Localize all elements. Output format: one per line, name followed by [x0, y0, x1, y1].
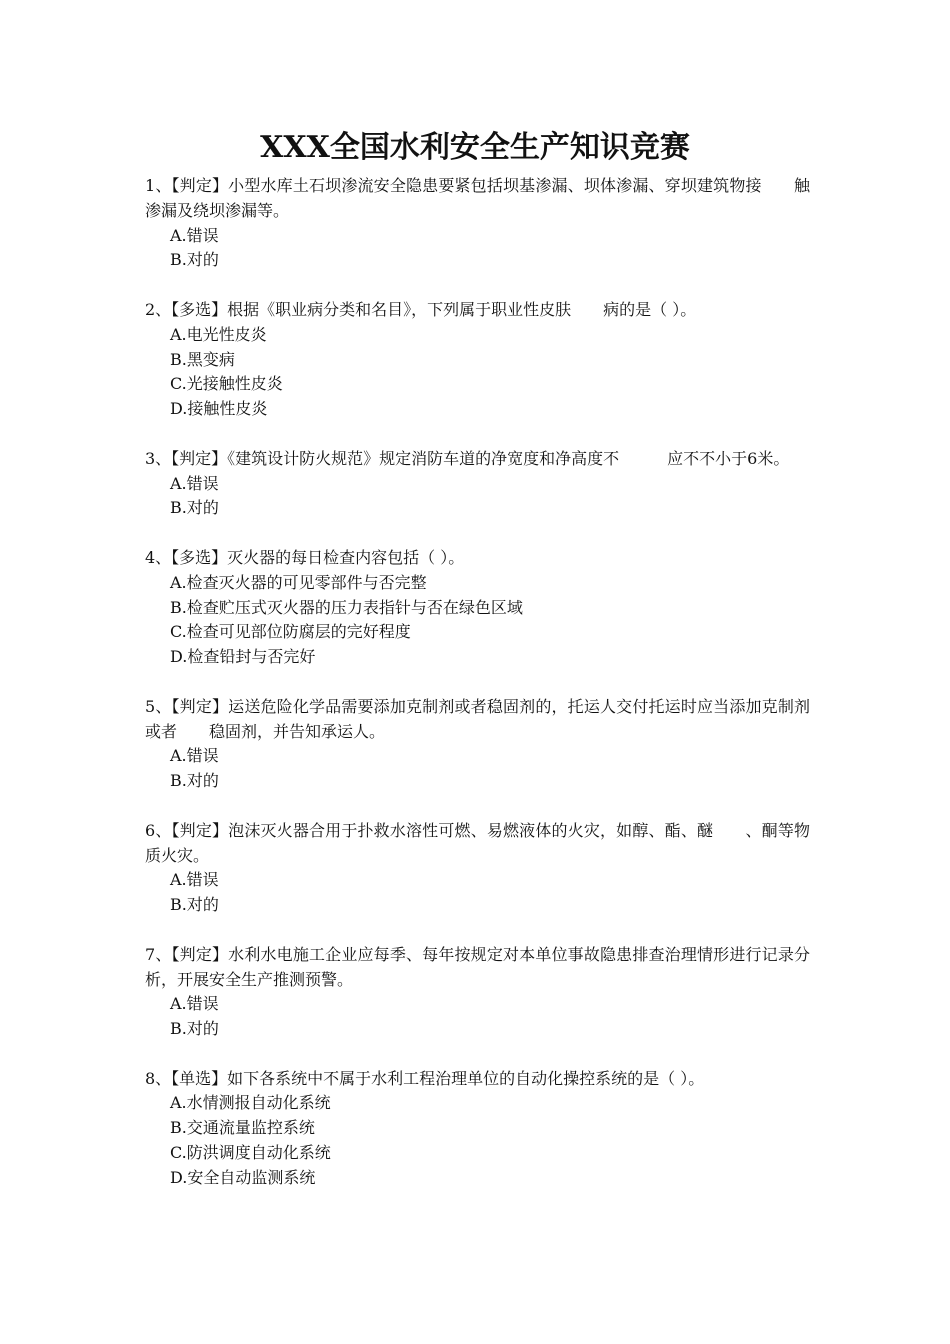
answer-option: A.错误: [170, 994, 219, 1014]
option-list: [145, 571, 810, 670]
question-item: [145, 447, 810, 521]
question-stem: 1、【判定】小型水库土石坝渗流安全隐患要紧包括坝基渗漏、坝体渗漏、穿坝建筑物接 触渗漏及绕坝渗漏等。: [145, 176, 810, 220]
option-list: [145, 992, 810, 1042]
option-list: [145, 323, 810, 422]
document-title: XXX全国水利安全生产知识竞赛: [260, 130, 690, 165]
option-list: [145, 1091, 810, 1190]
answer-option: A.错误: [170, 473, 219, 493]
option-list: [145, 224, 810, 274]
question-item: [145, 298, 810, 422]
answer-option: B.对的: [170, 498, 219, 518]
question-item: [145, 819, 810, 918]
question-list: [145, 174, 810, 1215]
answer-option: A.错误: [170, 225, 219, 245]
question-item: [145, 695, 810, 794]
question-item: [145, 546, 810, 670]
answer-option: A.检查灭火器的可见零部件与否完整: [170, 572, 427, 592]
answer-option: B.对的: [170, 895, 219, 915]
answer-option: B.交通流量监控系统: [170, 1118, 315, 1138]
question-stem: 7、【判定】水利水电施工企业应每季、每年按规定对本单位事故隐患排查治理情形进行记录分析，开展安全生产推测预警。: [145, 944, 810, 989]
answer-option: B.对的: [170, 1019, 219, 1039]
question-item: [145, 1067, 810, 1191]
answer-option: A.电光性皮炎: [170, 324, 267, 344]
answer-option: C.光接触性皮炎: [170, 374, 283, 394]
option-list: [145, 868, 810, 918]
option-list: [145, 744, 810, 794]
option-list: [145, 472, 810, 522]
answer-option: A.水情测报自动化系统: [170, 1093, 331, 1113]
question-stem: 4、【多选】灭火器的每日检查内容包括（ ）。: [145, 547, 465, 567]
question-item: [145, 174, 810, 273]
question-stem: 3、【判定】《建筑设计防火规范》规定消防车道的净宽度和净高度不 应不不小于6米。: [145, 448, 790, 468]
answer-option: B.对的: [170, 250, 219, 270]
answer-option: D.检查铅封与否完好: [170, 647, 316, 667]
question-stem: 2、【多选】根据《职业病分类和名目》，下列属于职业性皮肤 病的是（ ）。: [145, 299, 697, 319]
question-stem: 6、【判定】泡沫灭火器合用于扑救水溶性可燃、易燃液体的火灾，如醇、酯、醚 、酮等物质火灾。: [145, 820, 810, 865]
answer-option: C.检查可见部位防腐层的完好程度: [170, 622, 411, 642]
answer-option: B.黑变病: [170, 349, 235, 369]
question-stem: 8、【单选】如下各系统中不属于水利工程治理单位的自动化操控系统的是（ ）。: [145, 1068, 705, 1088]
answer-option: A.错误: [170, 746, 219, 766]
answer-option: B.对的: [170, 771, 219, 791]
answer-option: A.错误: [170, 870, 219, 890]
question-stem: 5、【判定】运送危险化学品需要添加克制剂或者稳固剂的，托运人交付托运时应当添加克制剂或者 稳固剂，并告知承运人。: [145, 696, 810, 741]
answer-option: D.接触性皮炎: [170, 399, 268, 419]
answer-option: C.防洪调度自动化系统: [170, 1143, 331, 1163]
question-item: [145, 943, 810, 1042]
answer-option: D.安全自动监测系统: [170, 1167, 316, 1187]
answer-option: B.检查贮压式灭火器的压力表指针与否在绿色区域: [170, 597, 523, 617]
